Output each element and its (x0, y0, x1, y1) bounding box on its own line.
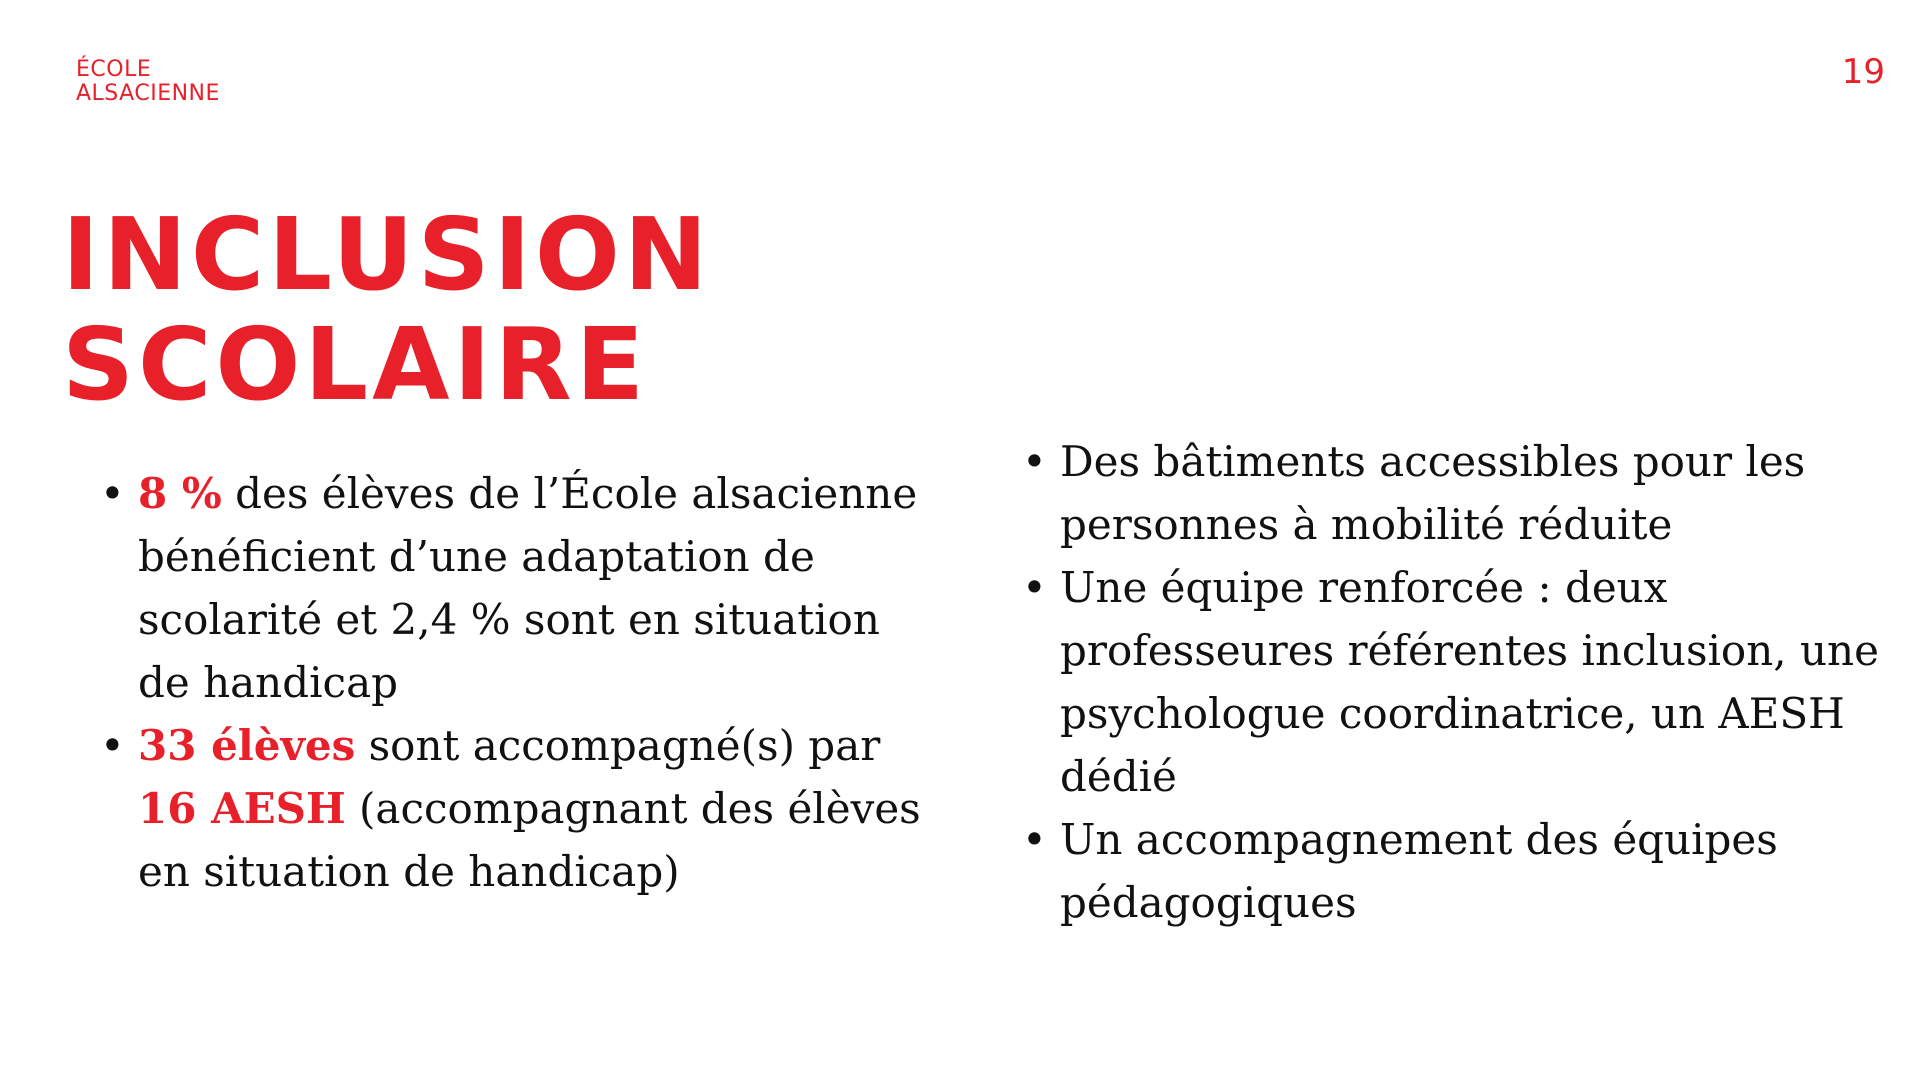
bullet-dot-icon: • (1022, 437, 1047, 486)
bullet-text: Une équipe renforcée : deux professeures référentes inclusion, une psychologue coordinatrice, un AESH dédié (1060, 563, 1879, 801)
logo-line-2: ALSACIENNE (76, 81, 220, 106)
bullet-text: des élèves de l’École alsacienne bénéficient d’une adaptation de scolarité et 2,4 % sont en situation de handicap (138, 469, 918, 707)
slide-title-line-2: SCOLAIRE (62, 306, 649, 423)
bullet-text: sont accompagné(s) par (355, 721, 881, 770)
list-item (1022, 808, 1882, 934)
bullet-dot-icon: • (1022, 563, 1047, 612)
page-number: 19 (1841, 52, 1885, 92)
list-item (100, 714, 940, 903)
bullet-text: Des bâtiments accessibles pour les personnes à mobilité réduite (1060, 437, 1806, 549)
bullet-dot-icon: • (1022, 815, 1047, 864)
list-item (1022, 430, 1882, 556)
school-logo (76, 58, 220, 106)
bullet-text: Un accompagnement des équipes pédagogiques (1060, 815, 1778, 927)
list-item (100, 462, 940, 714)
slide-title (62, 196, 712, 423)
highlight-percentage: 8 % (138, 469, 222, 518)
right-bullet-list (1022, 430, 1882, 934)
list-item (1022, 556, 1882, 808)
highlight-students-count: 33 élèves (138, 721, 356, 770)
logo-line-1: ÉCOLE (76, 57, 152, 82)
bullet-dot-icon: • (100, 469, 125, 518)
bullet-text: (accompagnant des élèves en situation de handicap) (138, 784, 921, 896)
highlight-aesh-count: 16 AESH (138, 784, 346, 833)
bullet-dot-icon: • (100, 721, 125, 770)
slide-title-line-1: INCLUSION (62, 196, 712, 313)
left-bullet-list (100, 462, 940, 903)
